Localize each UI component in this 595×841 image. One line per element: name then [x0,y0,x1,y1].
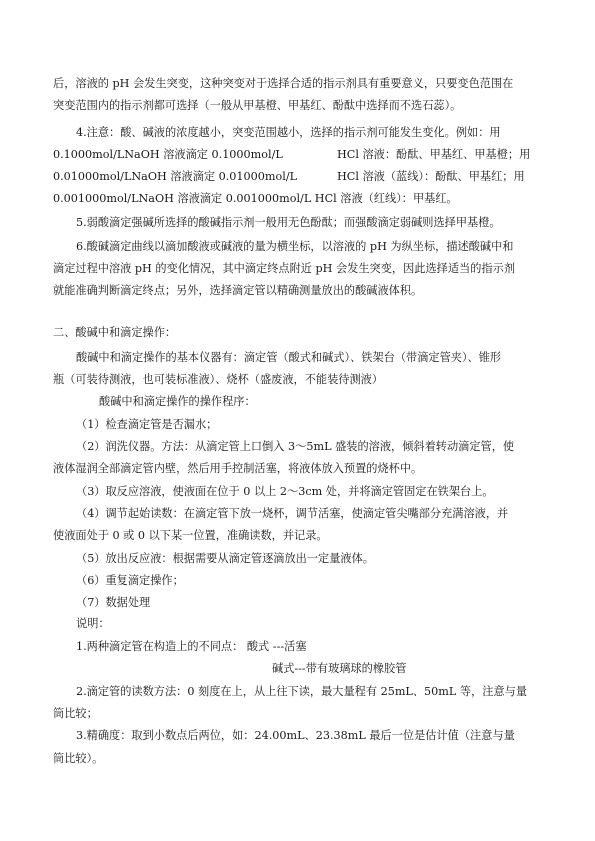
text-line: （5）放出反应液：根据需要从滴定管逐滴放出一定量液体。 [76,552,374,565]
text-line: HCl 溶液（蓝线）：酚酞、甲基红；用 [337,170,525,183]
text-line: 碱式---带有玻璃球的橡胶管 [272,662,407,675]
text-line: 突变范围内的指示剂都可选择（一般从甲基橙、甲基红、酚酞中选择而不选石蕊）。 [53,99,462,112]
text-line: 4.注意：酸、碱液的浓度越小，突变范围越小，选择的指示剂可能发生变化。例如：用 [76,126,501,139]
text-line: 酸碱中和滴定操作的操作程序： [99,395,256,408]
text-line: （7）数据处理 [76,596,151,609]
text-line: 就能准确判断滴定终点；另外，选择滴定管以精确测量放出的酸碱液体积。 [53,284,423,297]
text-line: （3）取反应溶液，使液面在位于 0 以上 2～3cm 处，并将滴定管固定在铁架台上。 [76,485,494,498]
section-heading: 二、酸碱中和滴定操作： [53,326,177,339]
text-line: 0.01000mol/LNaOH 溶液滴定 0.01000mol/L [53,170,298,183]
text-line: 1.两种滴定管在构造上的不同点： 酸式 ---活塞 [76,640,307,653]
text-line: （4）调节起始读数：在滴定管下放一烧杯，调节活塞，使滴定管尖嘴部分充满溶液，并 [76,507,509,520]
text-line: 2.滴定管的读数方法：0 刻度在上，从上往下读，最大量程有 25mL、50mL 等，注意与量 [76,685,528,698]
text-line: （6）重复滴定操作； [76,574,184,587]
text-line: 5.弱酸滴定强碱所选择的酸碱指示剂一般用无色酚酞；而强酸滴定弱碱则选择甲基橙。 [76,216,501,229]
text-line: 6.酸碱滴定曲线以滴加酸液或碱液的量为横坐标，以溶液的 pH 为纵坐标，描述酸碱中和 [76,240,514,253]
text-line: 酸碱中和滴定操作的基本仪器有：滴定管（酸式和碱式）、铁架台（带滴定管夹）、锥形 [76,351,502,364]
text-line: （2）润洗仪器。方法：从滴定管上口倒入 3～5mL 盛装的溶液，倾斜着转动滴定管，使 [76,440,515,453]
text-line: 筒比较； [53,707,98,720]
text-line: 瓶（可装待测液，也可装标准液）、烧杯（盛废液，不能装待测液） [53,373,384,386]
text-line: HCl 溶液：酚酞、甲基红、甲基橙；用 [337,148,531,161]
text-line: 滴定过程中溶液 pH 的变化情况，其中滴定终点附近 pH 会发生突变，因此选择适当的指示剂 [53,262,516,275]
text-line: 后，溶液的 pH 会发生突变，这种突变对于选择合适的指示剂具有重要意义，只要变色范围在 [53,77,514,90]
text-line: 0.1000mol/LNaOH 溶液滴定 0.1000mol/L [53,148,283,161]
text-line: （1）检查滴定管是否漏水； [76,418,218,431]
text-line: 液体湿润全部滴定管内壁，然后用手控制活塞，将液体放入预置的烧杯中。 [53,462,423,475]
text-line: 3.精确度：取到小数点后两位，如：24.00mL、23.38mL 最后一位是估计值（注意与量 [76,729,515,742]
text-line: 使液面处于 0 或 0 以下某一位置，准确读数，并记录。 [53,529,328,542]
text-line: 说明： [76,617,110,630]
text-line: 0.001000mol/LNaOH 溶液滴定 0.001000mol/L HCl 溶液（红线）：甲基红。 [53,192,458,205]
text-line: 筒比较）。 [53,752,104,765]
